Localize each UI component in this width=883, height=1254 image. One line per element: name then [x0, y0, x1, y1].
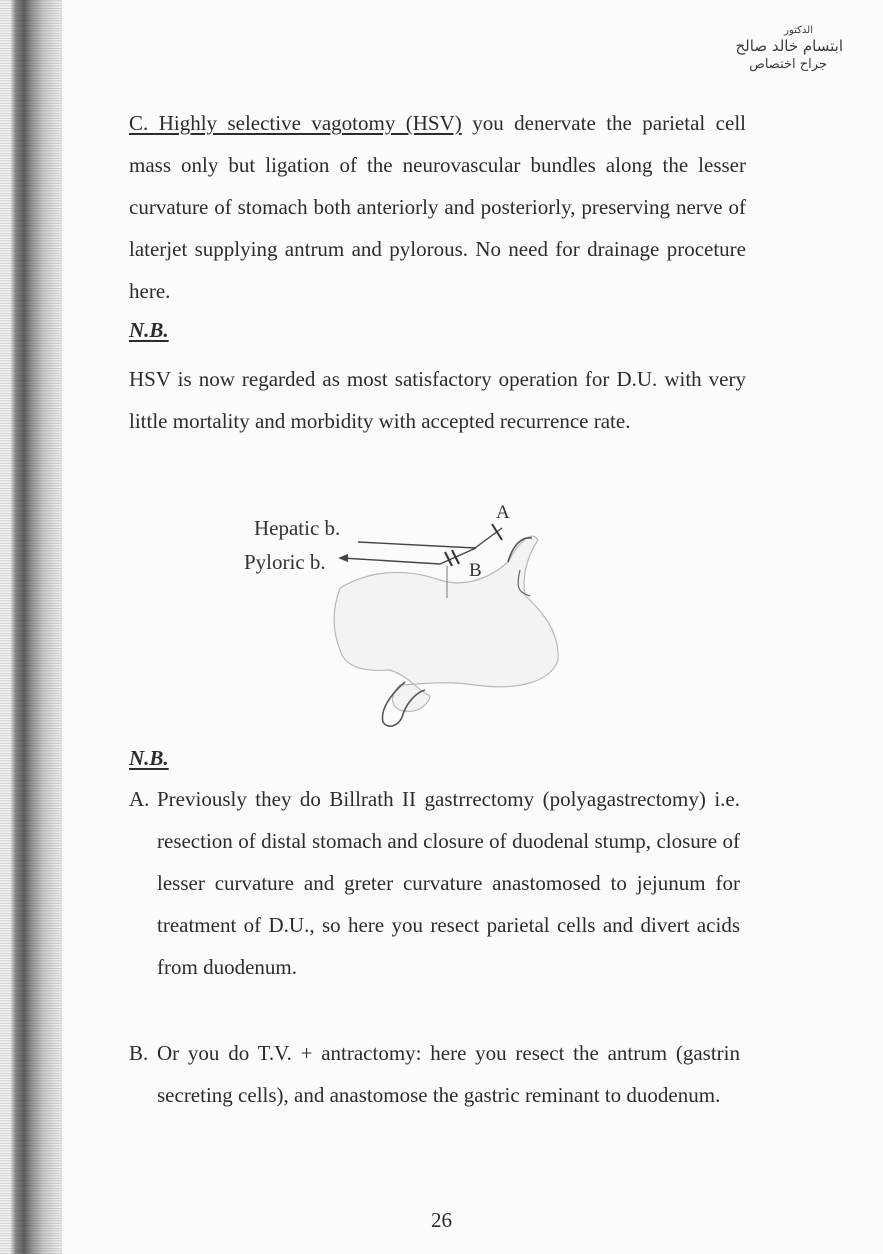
nb-label-1: N.B.: [129, 318, 169, 342]
nb-1-body: [129, 358, 746, 442]
nb-1-paragraph: HSV is now regarded as most satisfactory operation for D.U. with very little mortality and morbidity with accepted recurrence rate.: [129, 367, 746, 433]
stamp-specialty: جراح اختصاص: [749, 56, 827, 72]
section-c-text: you denervate the parietal cell mass only but ligation of the neurovascular bundles along the lesser curvature of stomach both anteriorly and posteriorly, preserving nerve of laterjet supplying antrum and pylorous. No need for drainage proceture here.: [129, 111, 746, 303]
list-item-a: [129, 778, 740, 988]
nb-label-2: N.B.: [129, 746, 169, 770]
list-item-a-text: Previously they do Billrath II gastrrectomy (polyagastrectomy) i.e. resection of distal stomach and closure of duodenal stump, closure of lesser curvature and greter curvature anastomosed to jejunum for treatment of D.U., so here you resect parietal cells and divert acids from duodenum.: [157, 787, 740, 979]
stamp-name: ابتسام خالد صالح: [735, 37, 843, 55]
doctor-stamp: [703, 24, 843, 73]
list-item-b: [129, 1032, 740, 1116]
label-b: B: [469, 560, 482, 581]
stamp-title: الدكتور: [784, 25, 813, 36]
stomach-outline: [334, 536, 558, 711]
hepatic-branch-line: [358, 542, 475, 548]
scan-binding-edge: [0, 0, 62, 1254]
section-c: [129, 102, 746, 312]
nerve-trunk-line: [475, 528, 502, 548]
page-number: 26: [431, 1208, 452, 1232]
pyloric-branch-line: [342, 558, 440, 564]
pyloric-arrowhead: [338, 554, 348, 562]
list-marker-b: B.: [129, 1041, 149, 1065]
list-marker-a: A.: [129, 787, 150, 811]
ligation-mark-b2: [452, 550, 459, 564]
label-a: A: [496, 502, 510, 523]
section-c-heading: C. Highly selective vagotomy (HSV): [129, 111, 462, 135]
label-hepatic-branch: Hepatic b.: [254, 516, 341, 540]
label-pyloric-branch: Pyloric b.: [244, 550, 326, 574]
ligation-mark-a: [492, 524, 502, 540]
section-c-paragraph: [129, 102, 746, 312]
stomach-diagram: [240, 500, 580, 740]
list-item-b-text: Or you do T.V. + antractomy: here you resect the antrum (gastrin secreting cells), and anastomose the gastric reminant to duodenum.: [157, 1041, 740, 1107]
